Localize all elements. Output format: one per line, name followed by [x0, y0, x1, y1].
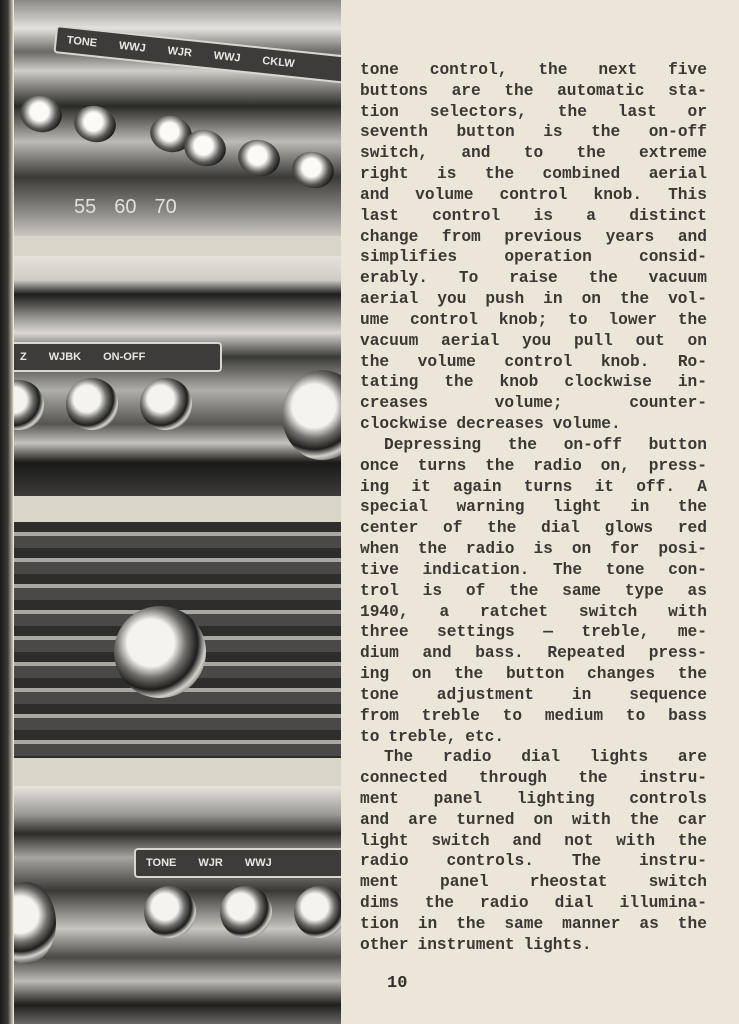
station-label-strip: [53, 25, 341, 87]
text-line: tone adjustment in sequence: [360, 685, 707, 704]
text-line: ing on the button changes the: [360, 665, 707, 684]
station-label-strip: [14, 342, 222, 372]
text-line: dims the radio dial illumina-: [360, 894, 707, 913]
preset-knob: [144, 886, 196, 938]
text-line: simplifies operation consid-: [360, 248, 707, 267]
text-line: dium and bass. Repeated press-: [360, 644, 707, 663]
volume-knob: [282, 370, 341, 460]
radio-photo-column: [14, 0, 341, 1024]
push-button: [288, 147, 338, 193]
push-button: [234, 135, 284, 181]
text-line: tating the knob clockwise in-: [360, 373, 707, 392]
station-label: WWJ: [118, 39, 147, 55]
text-line: and volume control knob. This: [360, 185, 707, 204]
text-line: Depressing the on-off button: [384, 435, 707, 454]
station-label: WJR: [166, 44, 193, 60]
text-line: to treble, etc.: [360, 727, 505, 746]
paragraph: [360, 435, 707, 747]
text-line: ment panel rheostat switch: [360, 873, 707, 892]
page-binding-edge: [0, 0, 13, 1024]
text-line: aerial you push in on the vol-: [360, 290, 707, 309]
station-label: 55: [74, 196, 97, 218]
text-line: tion selectors, the last or: [360, 102, 707, 121]
text-line: ment panel lighting controls: [360, 789, 707, 808]
preset-knob: [66, 378, 118, 430]
station-label: TONE: [146, 857, 177, 869]
text-line: seventh button is the on-off: [360, 123, 707, 142]
text-line: 1940, a ratchet switch with: [360, 602, 707, 621]
paragraph: [360, 60, 707, 435]
preset-knob: [140, 378, 192, 430]
center-knob: [114, 606, 206, 698]
station-label: CKLW: [261, 54, 296, 71]
station-label: ON-OFF: [103, 351, 146, 363]
text-line: right is the combined aerial: [360, 165, 707, 184]
text-line: from treble to medium to bass: [360, 706, 707, 725]
push-button: [16, 91, 66, 137]
text-line: when the radio is on for posi-: [360, 540, 707, 559]
text-line: tone control, the next five: [360, 61, 707, 79]
station-label-strip: [134, 848, 341, 878]
text-line: switch, and to the extreme: [360, 144, 707, 163]
text-line: tion in the same manner as the: [360, 914, 707, 933]
text-line: ing it again turns it off. A: [360, 477, 707, 496]
text-line: tive indication. The tone con-: [360, 560, 707, 579]
text-line: three settings — treble, me-: [360, 623, 707, 642]
station-label: Z: [20, 351, 27, 363]
station-label: WWJ: [244, 857, 272, 869]
tuning-dial-numbers: [74, 196, 177, 219]
preset-knob: [14, 380, 44, 430]
text-line: buttons are the automatic sta-: [360, 81, 707, 100]
text-line: connected through the instru-: [360, 769, 707, 788]
station-label: WJBK: [48, 351, 82, 363]
paragraph: [360, 747, 707, 955]
text-line: erably. To raise the vacuum: [360, 269, 707, 288]
text-line: center of the dial glows red: [360, 519, 707, 538]
text-line: and are turned on with the car: [360, 810, 707, 829]
station-label: 60: [114, 196, 137, 218]
radio-panel-tone: [14, 786, 341, 1024]
push-button: [70, 101, 120, 147]
radio-panel-pushbuttons: [14, 0, 341, 236]
preset-knob: [294, 886, 341, 938]
text-line: creases volume; counter-: [360, 394, 707, 413]
volume-knob: [14, 882, 56, 964]
radio-panel-knobs: [14, 256, 341, 496]
text-line: radio controls. The instru-: [360, 852, 707, 871]
text-line: vacuum aerial you pull out on: [360, 331, 707, 350]
text-line: light switch and not with the: [360, 831, 707, 850]
text-line: the volume control knob. Ro-: [360, 352, 707, 371]
station-label: TONE: [66, 34, 98, 50]
page-number: 10: [387, 974, 408, 993]
text-line: special warning light in the: [360, 498, 707, 517]
text-line: trol is of the same type as: [360, 581, 707, 600]
text-line: clockwise decreases volume.: [360, 415, 621, 434]
station-label: 70: [154, 196, 177, 218]
text-line: change from previous years and: [360, 227, 707, 246]
radio-panel-grille: [14, 522, 341, 758]
text-line: The radio dial lights are: [384, 748, 707, 767]
preset-knob: [220, 886, 272, 938]
station-label: WJR: [198, 857, 223, 869]
text-line: once turns the radio on, press-: [360, 456, 707, 475]
text-line: other instrument lights.: [360, 935, 592, 954]
text-line: ume control knob; to lower the: [360, 310, 707, 329]
text-line: last control is a distinct: [360, 206, 707, 225]
station-label: WWJ: [213, 49, 242, 65]
body-text: [360, 60, 707, 956]
